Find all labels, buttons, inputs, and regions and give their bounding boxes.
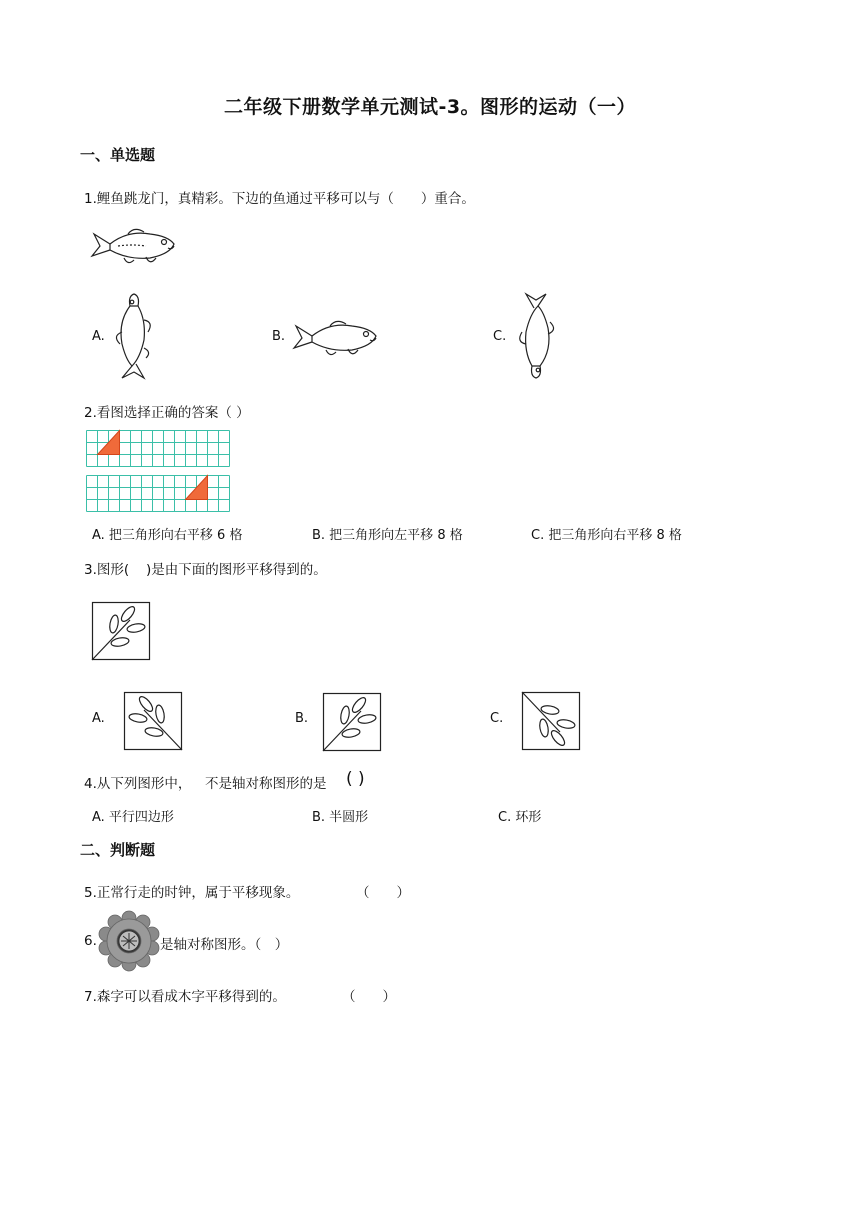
question-3-option-c-label[interactable]: C. [490,711,504,726]
question-3-option-a-label[interactable]: A. [92,711,105,726]
page-title: 二年级下册数学单元测试-3。图形的运动（一） [223,96,637,118]
fish-reference-image [88,222,178,270]
fish-option-c-image[interactable] [514,292,564,380]
question-4-option-a[interactable]: A. 平行四边形 [92,810,174,825]
question-5-text: 5.正常行走的时钟，属于平移现象。 [84,885,300,901]
question-4-text-start: 4.从下列图形中， [84,776,192,792]
question-4-answer-paren[interactable]: ( ) [346,769,365,789]
question-2-option-a[interactable]: A. 把三角形向右平移 6 格 [92,528,243,543]
question-2-text: 2.看图选择正确的答案（ ） [84,405,250,421]
question-7-answer-paren[interactable]: （ ） [342,989,396,1005]
fish-option-a-image[interactable] [108,292,158,380]
leaf-option-c-image[interactable] [522,692,580,750]
leaf-option-a-image[interactable] [124,692,182,750]
question-5-answer-paren[interactable]: （ ） [356,885,410,901]
question-1-option-b-label[interactable]: B. [272,329,286,344]
fish-option-b-image[interactable] [290,316,380,360]
question-3-option-b-label[interactable]: B. [295,711,309,726]
question-3-text-end: )是由下面的图形平移得到的。 [146,562,327,578]
gear-flower-image [98,912,160,970]
question-1-option-a-label[interactable]: A. [92,329,105,344]
question-4-option-b[interactable]: B. 半圆形 [312,810,369,825]
question-3-text-start: 3.图形( [84,562,130,578]
question-2-option-c[interactable]: C. 把三角形向右平移 8 格 [531,528,682,543]
question-7-text: 7.森字可以看成木字平移得到的。 [84,989,286,1005]
question-4-text-end: 不是轴对称图形的是 [205,776,327,792]
question-6-number: 6. [84,933,97,949]
question-2-option-b[interactable]: B. 把三角形向左平移 8 格 [312,528,463,543]
question-1-text: 1.鲤鱼跳龙门，真精彩。下边的鱼通过平移可以与（ ）重合。 [84,191,475,207]
grid-with-triangle-before [86,430,229,467]
question-1-option-c-label[interactable]: C. [493,329,507,344]
section-heading-true-false: 二、判断题 [80,841,156,859]
grid-with-triangle-after [86,475,229,512]
question-6-text: 是轴对称图形。（ ） [160,937,289,953]
question-4-option-c[interactable]: C. 环形 [498,810,542,825]
leaf-reference-image [92,602,150,660]
section-heading-single-choice: 一、单选题 [80,146,156,164]
leaf-option-b-image[interactable] [323,693,381,751]
